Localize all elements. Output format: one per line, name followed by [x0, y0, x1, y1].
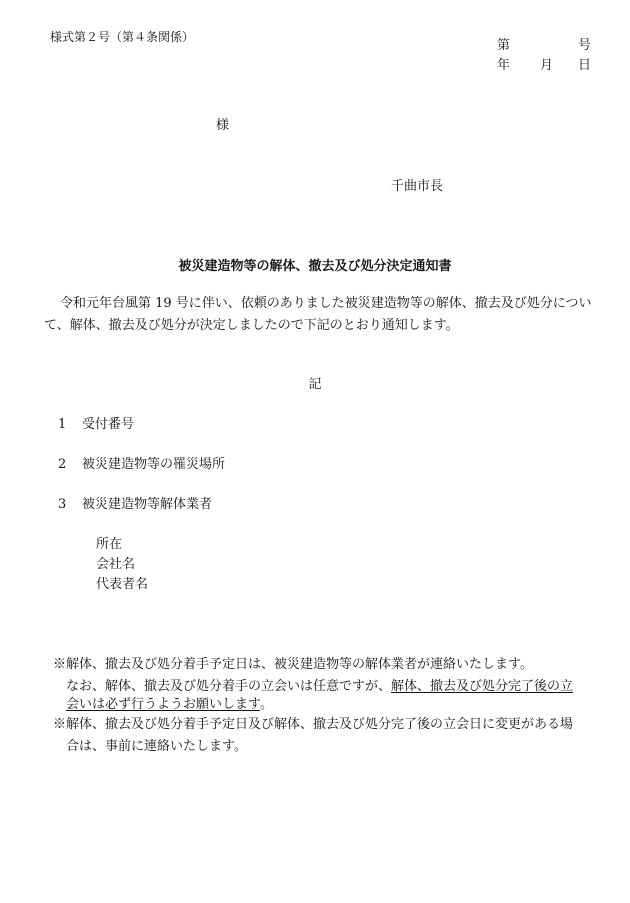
addressee-honorific: 様 — [216, 118, 230, 133]
item-number: 1 — [58, 417, 67, 432]
item-label: 被災建造物等解体業者 — [82, 497, 213, 512]
item-number: 2 — [58, 457, 67, 472]
document-title: 被災建造物等の解体、撤去及び処分決定通知書 — [178, 259, 452, 274]
date-month-label: 月 — [540, 58, 554, 73]
item-label: 被災建造物等の罹災場所 — [82, 457, 226, 472]
date-year-label: 年 — [497, 58, 511, 73]
document-number-prefix: 第 — [497, 38, 511, 53]
contractor-representative-label: 代表者名 — [96, 577, 149, 592]
list-item-contractor — [58, 497, 212, 513]
note-1: ※解体、撤去及び処分着手予定日は、被災建造物等の解体業者が連絡いたします。 — [53, 657, 533, 672]
note-2-line-2 — [66, 697, 273, 713]
item-label: 受付番号 — [82, 417, 135, 432]
form-number-label: 様式第２号（第４条関係） — [50, 30, 195, 44]
body-text-line-1: 令和元年台風第 19 号に伴い、依頼のありました被災建造物等の解体、撤去及び処分につい — [60, 296, 592, 311]
body-text-line-2: て、解体、撤去及び処分が決定しましたので下記のとおり通知します。 — [44, 318, 459, 333]
note-3-line-1: ※解体、撤去及び処分着手予定日及び解体、撤去及び処分完了後の立会日に変更がある場 — [53, 717, 574, 732]
date-day-label: 日 — [578, 58, 592, 73]
note-2-line-1 — [66, 679, 573, 695]
ki-heading: 記 — [308, 377, 322, 392]
note-2-prefix: なお、解体、撤去及び処分着手の立会いは任意ですが、 — [66, 679, 392, 694]
item-number: 3 — [58, 497, 67, 512]
list-item-disaster-location — [58, 457, 225, 473]
contractor-company-label: 会社名 — [96, 557, 136, 572]
list-item-reception-number — [58, 417, 134, 433]
note-2-underlined-part-2: 会いは必ず行うようお願いします — [66, 697, 260, 712]
sender-name: 千曲市長 — [391, 179, 444, 194]
document-number-suffix: 号 — [578, 38, 592, 53]
note-3-line-2: 合は、事前に連絡いたします。 — [66, 739, 247, 754]
note-2-end: 。 — [259, 697, 273, 712]
note-2-underlined-part-1: 解体、撤去及び処分完了後の立 — [391, 679, 574, 694]
contractor-address-label: 所在 — [96, 537, 123, 552]
